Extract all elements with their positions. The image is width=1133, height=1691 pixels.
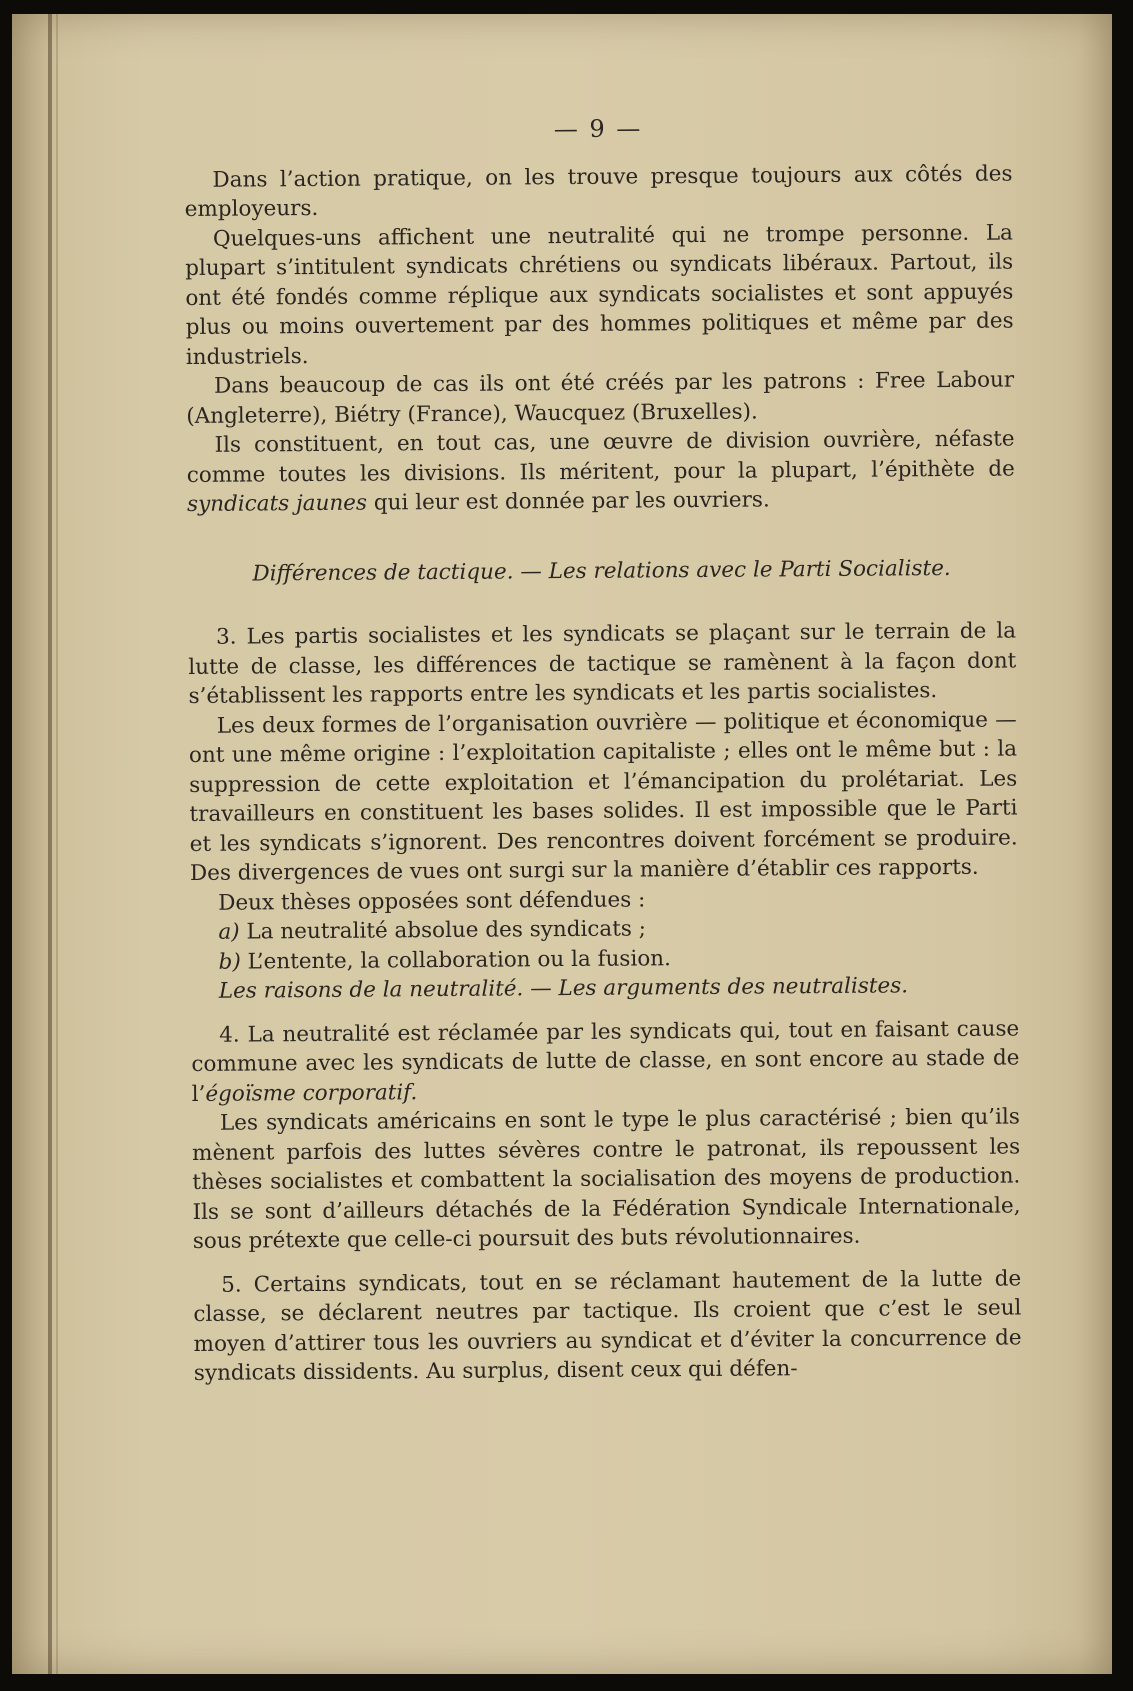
paragraph-8-text: 4. La neutralité est réclamée par les syndicats qui, tout en faisant cause commune avec les syndicats de lutte de classe, en sont encore au stade de l’ <box>191 1015 1020 1107</box>
paragraph-4-italic: syndicats jaunes <box>186 490 368 517</box>
paragraph-10: 5. Certains syndicats, tout en se réclamant hautement de la lutte de classe, se déclarent neutres par tactique. Ils croient que c’est le seul moyen d’attirer tous les ouvriers au syndicat et d’éviter la concurrence de syndicats dissidents. Au surplus, disent ceux qui défen- <box>193 1265 1022 1386</box>
paragraph-1: Dans l’action pratique, on les trouve presque toujours aux côtés des employeurs. <box>184 160 1013 222</box>
paragraph-7: Deux thèses opposées sont défendues : <box>218 886 646 916</box>
paragraph-9: Les syndicats américains en sont le type le plus caractérisé ; bien qu’ils mènent parfois des luttes sévères contre le patronat, ils repoussent les thèses socialistes et combattent la socialisation des moyens de production. Ils se sont d’ailleurs détachés de la Fédération Syndicale Internationale, sous prétexte que celle-ci poursuit des buts révolutionnaires. <box>192 1104 1021 1254</box>
paragraph-4 <box>186 424 1015 519</box>
paper-page <box>12 14 1112 1674</box>
binding-fold-shadow <box>56 14 58 1674</box>
paragraph-8-italic: égoïsme corporatif. <box>205 1079 418 1107</box>
paragraph-6: Les deux formes de l’organisation ouvrière — politique et économique — ont une même origine : l’exploitation capitaliste ; elles ont le même but : la suppression de cette exploitation et l’émancipation du prolétariat. Les travailleurs en constituent les bases solides. Il est impossible que le Parti et les syndicats s’ignorent. Des rencontres doivent forcément se produire. Des divergences de vues ont surgi sur la manière d’établir ces rapports. <box>188 706 1018 886</box>
page-number: — 9 — <box>553 114 643 144</box>
paragraph-2: Quelques-uns affichent une neutralité qui ne trompe personne. La plupart s’intitulent syndicats chrétiens ou syndicats libéraux. Partout, ils ont été fondés comme réplique aux syndicats socialistes et sont appuyés plus ou moins ouvertement par des hommes politiques et même par des industriels. <box>185 219 1014 370</box>
paragraph-8 <box>191 1014 1020 1109</box>
list-text-a: La neutralité absolue des syndicats ; <box>239 916 647 945</box>
list-marker-a: a) <box>218 919 240 945</box>
paragraph-4-text-start: Ils constituent, en tout cas, une œuvre de division ouvrière, néfaste comme toutes les divisions. Ils méritent, pour la plupart, l’épithète de <box>186 426 1015 488</box>
list-text-b: L’entente, la collaboration ou la fusion. <box>240 945 672 975</box>
section-heading-neutrality: Les raisons de la neutralité. — Les arguments des neutralistes. <box>218 973 909 1004</box>
paragraph-5: 3. Les partis socialistes et les syndicats se plaçant sur le terrain de la lutte de classe, les différences de tactique se ramènent à la façon dont s’établissent les rapports entre les syndicats et les partis socialistes. <box>188 618 1017 709</box>
paragraph-4-text-end: qui leur est donnée par les ouvriers. <box>366 487 770 516</box>
list-marker-b: b) <box>218 949 241 975</box>
binding-fold <box>48 14 52 1674</box>
page-content <box>184 111 1022 1388</box>
paragraph-3: Dans beaucoup de cas ils ont été créés par les patrons : Free Labour (Angleterre), Biétry (France), Waucquez (Bruxelles). <box>186 367 1015 429</box>
section-heading-tactics: Différences de tactique. — Les relations avec le Parti Socialiste. <box>252 555 951 586</box>
